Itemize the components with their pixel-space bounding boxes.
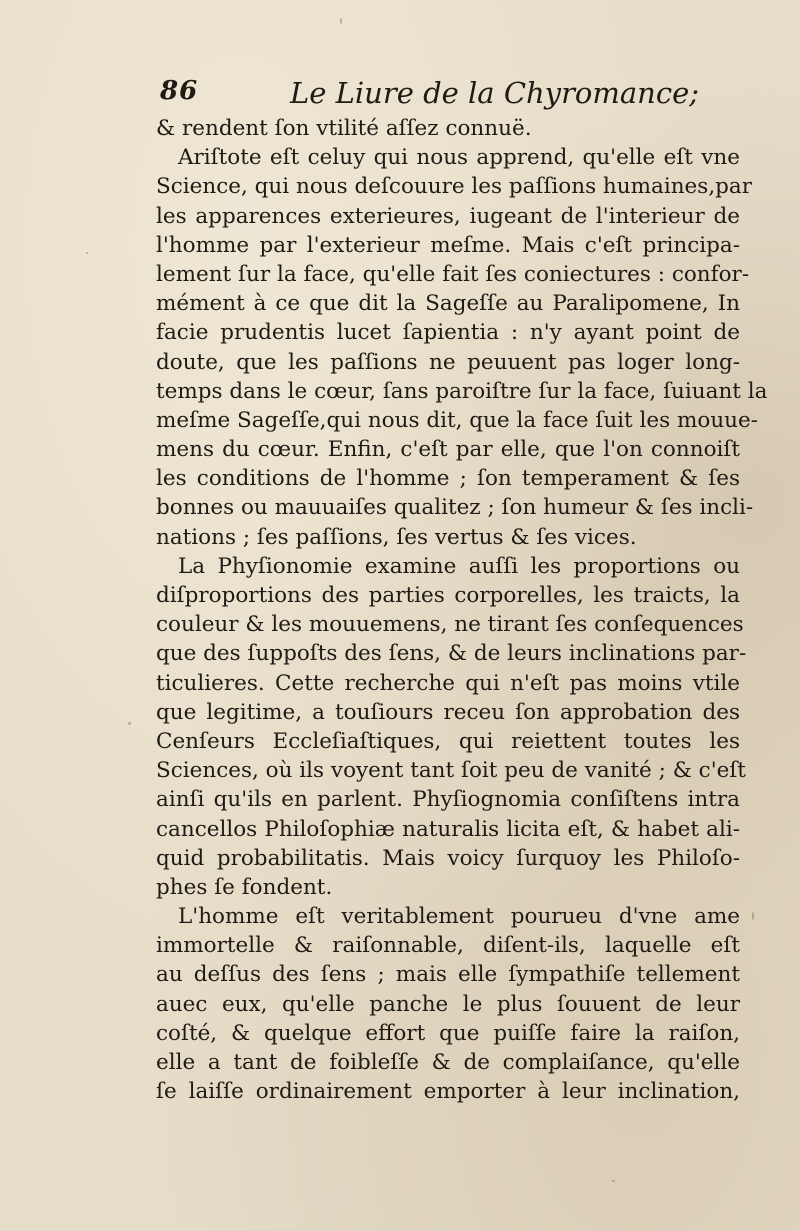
text-line: nations ; ſes paſſions, ſes vertus & ſes vices. bbox=[156, 524, 637, 550]
text-line: que legitime, a touſiours receu ſon approbation des bbox=[156, 699, 740, 725]
text-line: Ariſtote eſt celuy qui nous apprend, qu'elle eſt vne bbox=[178, 145, 740, 171]
text-line: L'homme eſt veritablement pourueu d'vne ame bbox=[178, 904, 740, 930]
paper-speck bbox=[86, 252, 88, 254]
text-line: couleur & les mouuemens, ne tirant ſes conſequences bbox=[156, 612, 744, 638]
text-line: phes ſe fondent. bbox=[156, 874, 333, 900]
paper-speck bbox=[340, 18, 342, 24]
text-line: l'homme par l'exterieur meſme. Mais c'eſt principa- bbox=[156, 232, 740, 258]
text-line: mens du cœur. Enfin, c'eſt par elle, que l'on connoiſt bbox=[156, 437, 740, 463]
text-line: ticulieres. Cette recherche qui n'eſt pas moins vtile bbox=[156, 670, 740, 696]
text-line: cancellos Philoſophiæ naturalis licita eſt, & habet ali- bbox=[156, 816, 740, 842]
text-line: La Phyſionomie examine auſſi les proportions ou bbox=[178, 553, 740, 579]
paper-speck bbox=[128, 722, 131, 725]
text-line: temps dans le cœur, ſans paroiſtre ſur la face, ſuiuant la bbox=[156, 378, 768, 404]
paper-speck bbox=[612, 1180, 615, 1182]
text-line: auec eux, qu'elle panche le plus ſouuent de leur bbox=[156, 991, 740, 1017]
page-header bbox=[160, 76, 700, 116]
text-line: que des ſuppoſts des ſens, & de leurs inclinations par- bbox=[156, 641, 747, 667]
text-line: facie prudentis lucet ſapientia : n'y ayant point de bbox=[156, 320, 740, 346]
text-line: quid probabilitatis. Mais voicy ſurquoy les Philoſo- bbox=[156, 845, 740, 871]
running-title: Le Liure de la Chyromance; bbox=[290, 76, 700, 110]
text-line: les apparences exterieures, iugeant de l'interieur de bbox=[156, 203, 740, 229]
text-line: immortelle & raiſonnable, diſent-ils, laquelle eſt bbox=[156, 933, 740, 959]
text-line: doute, que les paſſions ne peuuent pas loger long- bbox=[156, 349, 740, 375]
text-line: lement ſur la face, qu'elle fait ſes coniectures : confor- bbox=[156, 261, 750, 287]
text-line: bonnes ou mauuaiſes qualitez ; ſon humeur & ſes incli- bbox=[156, 495, 754, 521]
text-line: ſe laiſſe ordinairement emporter à leur inclination, bbox=[156, 1079, 740, 1105]
text-line: au deſſus des ſens ; mais elle ſympathiſe tellement bbox=[156, 962, 740, 988]
body-text bbox=[156, 114, 768, 1106]
text-line: ainſi qu'ils en parlent. Phyſiognomia conſiſtens intra bbox=[156, 787, 740, 813]
text-line: coſté, & quelque effort que puiſſe faire la raiſon, bbox=[156, 1020, 740, 1046]
text-line: Cenſeurs Eccleſiaſtiques, qui reiettent toutes les bbox=[156, 728, 740, 754]
text-line: Science, qui nous deſcouure les paſſions humaines,par bbox=[156, 174, 753, 200]
text-line: diſproportions des parties corporelles, les traicts, la bbox=[156, 583, 740, 608]
paper-speck bbox=[752, 912, 754, 920]
page-number: 86 bbox=[160, 76, 199, 106]
text-line: Sciences, où ils voyent tant ſoit peu de vanité ; & c'eſt bbox=[156, 758, 746, 784]
text-line: meſme Sageſſe,qui nous dit, que la face ſuit les mouue- bbox=[156, 407, 758, 433]
text-line: & rendent ſon vtilité aſſez connuë. bbox=[156, 116, 532, 141]
text-line: elle a tant de foibleſſe & de complaiſance, qu'elle bbox=[156, 1050, 740, 1075]
text-line: mément à ce que dit la Sageſſe au Paralipomene, In bbox=[156, 291, 740, 317]
text-line: les conditions de l'homme ; ſon temperament & ſes bbox=[156, 466, 740, 492]
